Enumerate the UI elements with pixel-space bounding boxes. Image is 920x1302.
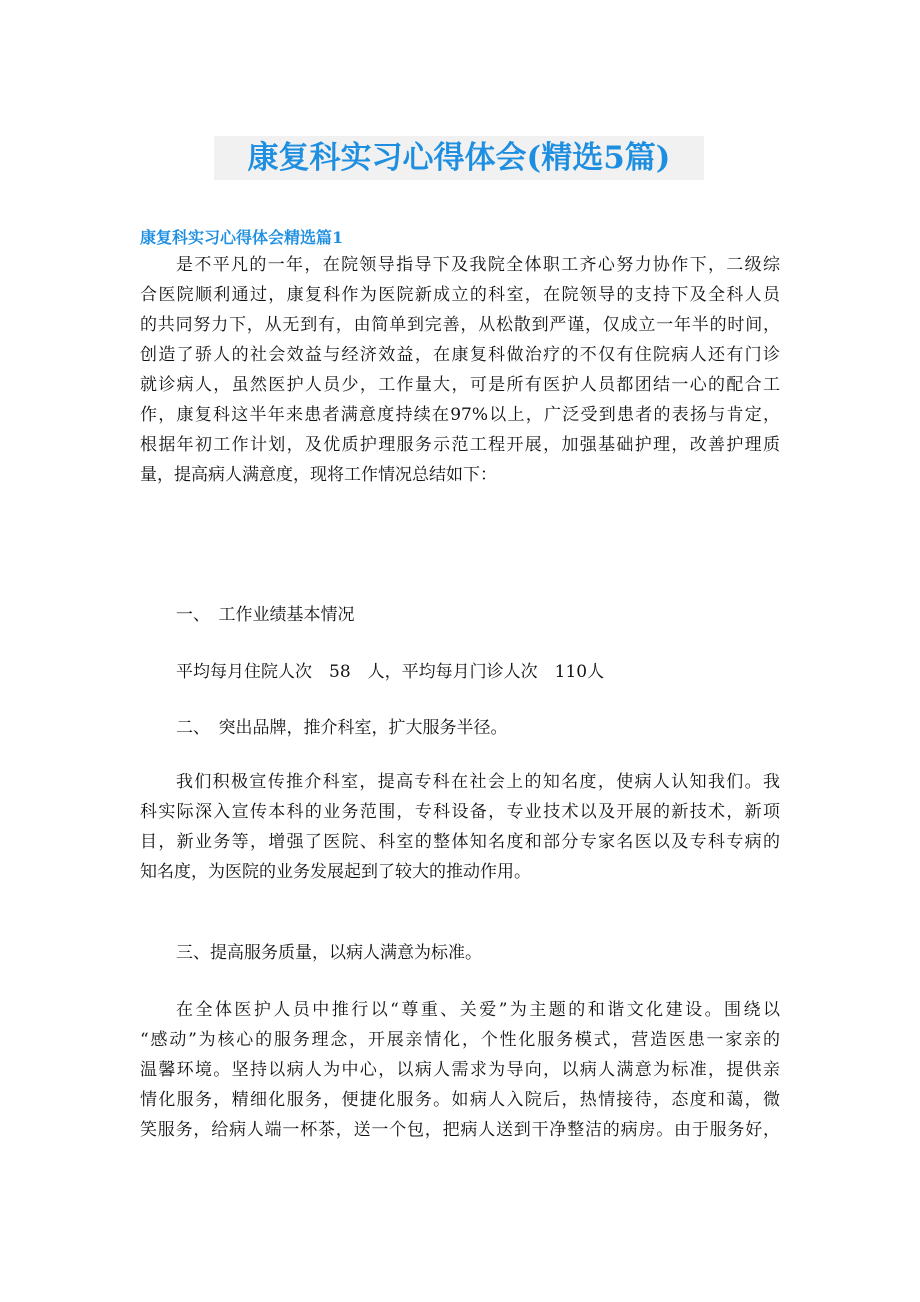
paragraph-line: 科实际深入宣传本科的业务范围，专科设备，专业技术以及开展的新技术，新项 xyxy=(140,802,780,822)
paragraph-line: 量，提高病人满意度，现将工作情况总结如下： xyxy=(140,465,497,485)
paragraph-line: 就诊病人，虽然医护人员少，工作量大，可是所有医护人员都团结一心的配合工 xyxy=(140,375,780,395)
paragraph-2 xyxy=(140,767,780,887)
paragraph-line: 知名度，为医院的业务发展起到了较大的推动作用。 xyxy=(140,862,531,882)
paragraph-line: 我们积极宣传推介科室，提高专科在社会上的知名度，使病人认知我们。我 xyxy=(176,772,780,792)
paragraph-line: 目，新业务等，增强了医院、科室的整体知名度和部分专家名医以及专科专病的 xyxy=(140,832,780,852)
heading-brand: 二、 突出品牌，推介科室，扩大服务半径。 xyxy=(176,718,508,738)
paragraph-line: 作，康复科这半年来患者满意度持续在97%以上，广泛受到患者的表扬与肯定， xyxy=(140,405,780,425)
paragraph-line: 创造了骄人的社会效益与经济效益，在康复科做治疗的不仅有住院病人还有门诊 xyxy=(140,345,780,365)
paragraph-line: 笑服务，给病人端一杯茶，送一个包，把病人送到干净整洁的病房。由于服务好， xyxy=(140,1120,780,1140)
paragraph-3 xyxy=(140,995,780,1145)
paragraph-1 xyxy=(140,250,780,490)
paragraph-line: 在全体医护人员中推行以“尊重、关爱”为主题的和谐文化建设。围绕以 xyxy=(176,1000,780,1020)
stats-line: 平均每月住院人次 58 人，平均每月门诊人次 110人 xyxy=(176,662,605,682)
heading-work-performance: 一、 工作业绩基本情况 xyxy=(176,605,355,625)
paragraph-line: “感动”为核心的服务理念，开展亲情化，个性化服务模式，营造医患一家亲的 xyxy=(140,1030,780,1050)
paragraph-line: 合医院顺利通过，康复科作为医院新成立的科室，在院领导的支持下及全科人员 xyxy=(140,285,780,305)
document-title: 康复科实习心得体会(精选5篇) xyxy=(214,136,704,180)
heading-service-quality: 三、提高服务质量，以病人满意为标准。 xyxy=(176,943,482,963)
paragraph-line: 是不平凡的一年，在院领导指导下及我院全体职工齐心努力协作下，二级综 xyxy=(176,255,780,275)
section-heading: 康复科实习心得体会精选篇1 xyxy=(140,228,344,247)
paragraph-line: 温馨环境。坚持以病人为中心，以病人需求为导向，以病人满意为标准，提供亲 xyxy=(140,1060,780,1080)
paragraph-line: 根据年初工作计划，及优质护理服务示范工程开展，加强基础护理，改善护理质 xyxy=(140,435,780,455)
paragraph-line: 的共同努力下，从无到有，由简单到完善，从松散到严谨，仅成立一年半的时间， xyxy=(140,315,780,335)
paragraph-line: 情化服务，精细化服务，便捷化服务。如病人入院后，热情接待，态度和蔼，微 xyxy=(140,1090,780,1110)
